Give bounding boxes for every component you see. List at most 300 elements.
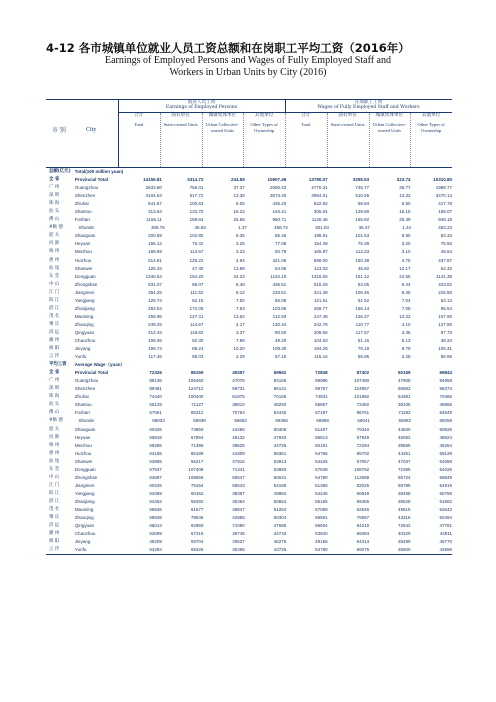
table-cell: 226.50 [438,289,452,295]
row-label-cn: 深 圳 [49,386,60,392]
table-cell: 9.12 [236,289,245,295]
row-label-en: Shenzhen [74,386,96,392]
table-cell: 39745 [232,531,245,537]
table-row [46,385,452,393]
table-cell: 42996 [439,547,452,553]
table-cell: 165.82 [355,217,370,223]
table-row [46,192,452,200]
table-cell: 54245 [315,490,328,496]
table-row [46,490,452,498]
table-cell: 127.90 [438,321,452,327]
table-cell: 166.14 [355,305,370,311]
table-cell: 86159 [190,370,204,376]
table-cell: 55682 [234,418,247,424]
row-label-cn: 韶 关 [49,426,60,432]
table-cell: 133.70 [189,209,204,215]
column-header [118,113,161,167]
table-cell: 43725 [273,547,287,553]
table-cell: 71090 [232,523,245,529]
row-label-en: Zhuhai [74,394,89,400]
table-row [46,281,452,289]
table-cell: 112588 [354,474,370,480]
table-cell: 109556 [188,474,204,480]
table-cell: 60226 [149,482,162,488]
row-label-cn: 汕 头 [49,402,60,408]
table-cell: 56.08 [274,297,287,303]
table-cell: 85702 [356,450,370,456]
table-cell: 109.30 [272,346,287,352]
table-cell: 2.28 [401,354,411,360]
table-cell: 50406 [273,426,287,432]
table-cell: 960.71 [272,217,287,223]
row-label-en: Yunfu [74,354,87,360]
table-cell: 70156 [273,394,287,400]
table-cell: 2.29 [236,354,245,360]
table-cell: 69494 [356,531,370,537]
table-cell: 159.07 [438,209,452,215]
row-label-en: Shunde [78,418,95,424]
table-cell: 87402 [356,370,370,376]
table-cell: 86374 [439,386,452,392]
row-label-cn: 韶 关 [49,233,60,239]
table-cell: 7.08 [401,305,411,311]
table-body [46,168,452,554]
row-label-cn: 清 远 [49,329,60,335]
table-row [46,265,452,273]
column-header-cn: 城镇集体单位 [208,113,237,118]
table-cell: 47940 [273,434,287,440]
table-cell: 301.03 [315,225,329,231]
table-cell: 2833.80 [145,185,162,191]
table-cell: 94210 [356,523,370,529]
table-cell: 16.18 [399,209,411,215]
table-cell [245,168,286,176]
table-cell: 123.33 [313,265,328,271]
table-cell: 121.61 [313,297,328,303]
table-cell: 53995 [149,458,162,464]
table-cell: 48.64 [440,249,452,255]
table-cell: 39565 [398,442,411,448]
table-cell: 112.93 [272,313,287,319]
table-cell: 130.44 [272,321,287,327]
table-cell: 54294 [149,547,162,553]
row-label-en: Shantou [74,402,92,408]
table-cell: 101.63 [355,233,370,239]
table-cell: 55882 [398,418,411,424]
row-label-cn: 广 州 [49,185,60,191]
table-cell: 111.52 [190,289,204,295]
table-cell: 35600 [398,547,411,553]
table-row [46,401,452,409]
table-cell: 54919 [439,482,452,488]
table-cell: 103.85 [272,305,287,311]
table-cell: 54452 [149,498,162,504]
table-cell: 7.86 [236,337,245,343]
table-cell: 59591 [315,515,328,521]
group2-header [285,100,452,113]
table-cell: 53489 [149,490,162,496]
table-cell: 44725 [273,442,287,448]
table-cell: 10310.80 [433,177,452,183]
table-cell: 25.56 [233,217,245,223]
table-cell [204,168,245,176]
group1-header [118,100,286,113]
table-cell: 47076 [232,378,245,384]
table-cell: 9.35 [236,233,245,239]
table-cell: 436.51 [272,281,287,287]
table-cell: 16.22 [233,209,245,215]
table-cell: 151.12 [355,273,370,279]
table-cell: 125.74 [148,297,162,303]
row-label-cn: 总额(亿元) [49,169,71,174]
table-cell: 48824 [439,434,452,440]
row-label-en: Foshan [74,217,90,223]
table-cell: 53.13 [440,297,452,303]
table-cell: 79154 [190,482,204,488]
table-cell: 125.22 [189,257,204,263]
table-cell: 69844 [439,370,452,376]
city-header-cn: 市 别 [52,127,66,134]
table-cell [328,361,369,369]
table-cell: 48209 [149,539,162,545]
column-header [410,113,452,167]
table-cell: 1988.77 [435,185,452,191]
row-label-cn: 珠 海 [49,394,60,400]
table-cell: 50.79 [274,249,287,255]
table-cell: 67216 [190,531,204,537]
table-cell: 4.10 [401,321,411,327]
row-label-en: Jiangmen [74,482,95,488]
row-label-cn: 潮 州 [49,337,60,343]
table-cell: 66013 [149,523,162,529]
row-label-en: Foshan [74,410,90,416]
table-cell: 48156 [315,539,328,545]
row-label-en: Huizhou [74,450,92,456]
table-cell: 79.19 [357,346,370,352]
table-cell: 59129 [439,450,452,456]
table-cell: 55547 [232,474,245,480]
table-cell: 43316 [398,515,411,521]
table-cell: 104.63 [313,337,328,343]
table-cell: 58492 [190,498,204,504]
row-label-cn: 河 源 [49,434,60,440]
row-label-cn: #顺 德 [49,418,63,424]
table-cell: 110.77 [355,321,370,327]
table-cell: 745.77 [355,185,370,191]
table-cell: 8.44 [401,281,411,287]
table-cell: 36528 [398,498,411,504]
table-cell: 7.04 [401,297,411,303]
table-cell: 67061 [149,410,162,416]
column-header-en: State-owned Units [330,122,365,128]
table-cell: 2770.31 [311,185,328,191]
table-cell: 72492 [356,402,370,408]
table-row [46,409,452,417]
row-label-en: Qingyuan [74,523,95,529]
row-label-cn: 平均工资 [49,362,67,368]
row-label-en: Shaoguan [74,233,96,239]
column-header-cn: 其他单位 [254,113,274,118]
table-cell: 44309 [232,450,245,456]
table-cell: 6.05 [236,201,245,207]
row-label-en: Average Wage（yuan） [74,362,125,368]
row-label-en: Maoming [74,506,94,512]
table-cell: 154.20 [189,273,204,279]
column-header-en: Total [301,122,311,128]
table-cell: 64790 [315,474,328,480]
table-cell: 212.43 [148,329,162,335]
table-cell: 2060.43 [269,185,287,191]
table-cell: 69033 [152,418,165,424]
table-cell [328,168,369,176]
table-cell: 86141 [273,386,287,392]
table-cell: 154.39 [313,241,328,247]
table-cell: 50304 [273,515,287,521]
table-cell: 90.50 [274,329,287,335]
table-cell: 55818 [149,434,162,440]
table-cell: 64697 [149,474,162,480]
table-cell: 69356 [275,418,288,424]
column-header-cn: 合计 [134,113,144,118]
table-cell: 599.00 [313,257,328,263]
table-cell: 234.59 [231,177,245,183]
table-cell: 124712 [188,386,204,392]
table-cell: 106450 [188,378,204,384]
table-cell: 25.39 [399,217,411,223]
table-row [46,232,452,240]
table-cell: 39105 [398,402,411,408]
table-cell: 150.38 [355,257,370,263]
table-cell: 60426 [149,426,162,432]
row-label-cn: 惠 州 [49,257,60,263]
row-label-cn: 阳 江 [49,297,60,303]
table-row [46,345,452,353]
table-row [46,305,452,313]
table-row [46,426,452,434]
table-cell [245,361,286,369]
table-cell: 38810 [232,402,245,408]
table-cell: 52.30 [192,337,204,343]
table-cell: 60191 [315,442,328,448]
table-cell: 52699 [149,531,162,537]
table-cell: 57649 [315,466,328,472]
table-cell: 48855 [439,402,452,408]
column-header-en: Other Types of Ownership [250,122,278,133]
table-cell: 75.42 [192,241,204,247]
table-row [46,337,452,345]
table-cell: 306.76 [151,225,165,231]
table-cell: 84958 [439,378,452,384]
table-cell: 46275 [273,539,287,545]
table-cell: 100.63 [189,201,204,207]
table-row [46,200,452,208]
row-label-cn: 云 浮 [49,354,60,360]
table-row [46,321,452,329]
table-cell: 55867 [315,402,328,408]
row-label-cn: 梅 州 [49,249,60,255]
table-cell: 69552 [273,370,287,376]
city-header-en: City [86,127,97,133]
table-cell: 51975 [232,394,245,400]
data-table [46,99,452,555]
table-cell: 435.20 [272,201,287,207]
table-cell: 341.39 [313,289,328,295]
table-cell: 51.16 [357,337,370,343]
row-label-cn: 清 远 [49,523,60,529]
table-cell: 66041 [357,418,370,424]
table-cell: 67949 [356,434,370,440]
table-cell: 67187 [315,410,328,416]
table-cell: 38387 [232,490,245,496]
table-cell: 60648 [356,490,370,496]
table-cell: 74850 [190,426,204,432]
row-label-cn: 潮 州 [49,531,60,537]
table-cell: 59849 [439,474,452,480]
row-label-en: Shanwei [74,265,93,271]
table-cell: 71341 [232,466,245,472]
table-cell: 50664 [273,498,287,504]
row-label-en: Yunfu [74,547,87,553]
group2-label-cn: 在岗职工工资 [354,100,383,105]
table-cell: 89481 [149,386,162,392]
table-cell: 44733 [273,531,287,537]
table-cell: 13.38 [233,193,245,199]
table-cell: 59455 [356,498,370,504]
row-label-cn: 阳 江 [49,490,60,496]
table-cell: 58.03 [192,354,204,360]
table-cell: 305.04 [313,209,328,215]
table-cell: 44911 [439,531,452,537]
table-cell: 354.25 [148,289,162,295]
row-label-cn: 茂 名 [49,313,60,319]
row-label-en: Chaozhou [74,531,96,537]
table-cell: 55724 [398,474,411,480]
row-label-cn: 湛 江 [49,305,60,311]
table-row [46,168,452,176]
table-cell: 468.72 [274,225,288,231]
row-label-en: Zhaoqing [74,321,94,327]
table-cell: 756.01 [189,185,204,191]
table-cell: 68968 [316,418,329,424]
table-cell: 107408 [188,466,204,472]
table-cell: 1155.11 [146,217,162,223]
table-cell: 14156.81 [143,177,162,183]
table-cell: 59286 [149,442,162,448]
row-label-cn: 江 门 [49,482,60,488]
table-cell: 1141.38 [436,273,452,279]
table-cell: 3.37 [236,329,245,335]
table-row [46,442,452,450]
table-cell: 47686 [273,523,287,529]
page-title: 4-12 各市城镇单位就业人员工资总额和在岗职工平均工资（2016年） [46,41,410,55]
table-cell: 949.18 [438,217,452,223]
table-cell: 58361 [273,450,287,456]
table-cell: 36.47 [358,225,370,231]
table-row [46,434,452,442]
table-cell: 49984 [273,490,287,496]
table-cell: 61677 [190,506,204,512]
table-cell: 3.20 [401,241,411,247]
table-row [46,538,452,546]
table-cell: 46052 [398,434,411,440]
table-cell: 242.78 [313,321,328,327]
row-label-cn: 广 州 [49,378,60,384]
table-cell: 69275 [356,547,370,553]
table-cell: 247.48 [313,313,328,319]
table-row [46,176,452,184]
table-cell: 64766 [315,450,328,456]
table-cell: 78646 [190,515,204,521]
table-cell: 3.10 [401,249,411,255]
row-label-en: Provincial Total [74,177,108,183]
table-cell [411,361,452,369]
row-label-cn: 东 莞 [49,466,60,472]
table-cell: 1.34 [402,225,411,231]
table-cell: 35.77 [399,185,411,191]
table-cell: 55129 [149,402,162,408]
table-cell: 35364 [232,498,245,504]
table-cell: 71192 [398,410,411,416]
table-header [46,100,452,168]
row-label-en: Zhongshan [74,281,98,287]
table-cell: 86312 [190,410,204,416]
table-cell [121,168,162,176]
column-header [243,113,286,167]
row-label-cn: 东 莞 [49,273,60,279]
table-cell [204,361,245,369]
table-cell: 24.23 [233,273,245,279]
table-cell: 3573.40 [269,193,287,199]
table-cell: 117.46 [148,354,162,360]
table-cell: 54425 [315,458,328,464]
table-row [46,506,452,514]
row-label-cn: 佛 山 [49,410,60,416]
table-cell: 70486 [439,394,452,400]
table-cell: 56513 [315,434,328,440]
table-cell: 54068 [439,458,452,464]
table-cell: 52642 [439,506,452,512]
table-cell: 76587 [356,515,370,521]
table-cell [369,168,410,176]
table-cell: 200.59 [148,233,162,239]
row-label-cn: 惠 州 [49,450,60,456]
table-row [46,240,452,248]
table-cell: 50494 [439,515,452,521]
table-cell: 126.27 [355,313,370,319]
table-cell: 39525 [232,442,245,448]
table-cell: 61.52 [357,297,370,303]
row-label-en: Guangzhou [74,185,99,191]
row-label-cn: 中 山 [49,474,60,480]
table-row [46,224,452,232]
row-label-en: Zhongshan [74,474,98,480]
table-row [46,248,452,256]
table-cell: 3255.53 [352,177,370,183]
table-cell: 48.34 [440,337,452,343]
table-row [46,184,452,192]
column-header-en: State-owned Units [163,122,198,128]
row-label-cn: 肇 庆 [49,321,60,327]
row-label-en: Zhaoqing [74,515,94,521]
row-label-en: Maoming [74,313,94,319]
table-cell [162,168,203,176]
row-label-cn: 云 浮 [49,547,60,553]
row-label-cn: 揭 阳 [49,539,60,545]
table-cell: 95.54 [440,305,452,311]
group1-label-cn: 就业人员工资 [187,100,216,105]
column-header-en: Other Types of Ownership [417,122,445,133]
row-label-en: Shantou [74,209,92,215]
